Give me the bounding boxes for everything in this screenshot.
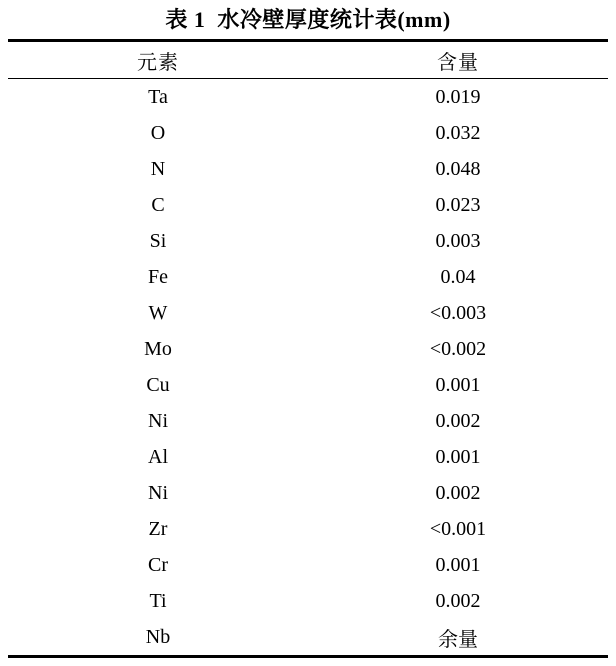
content-cell: 0.023 — [435, 193, 481, 216]
table-row — [8, 439, 608, 475]
table-row — [8, 583, 608, 619]
content-cell: <0.003 — [429, 301, 487, 324]
element-cell: O — [150, 121, 166, 144]
element-cell: C — [151, 193, 165, 216]
table-row — [8, 547, 608, 583]
table-row — [8, 511, 608, 547]
content-cell: 0.019 — [435, 85, 481, 108]
content-cell: 0.04 — [440, 265, 476, 288]
element-cell: Mo — [144, 337, 172, 360]
table-row — [8, 403, 608, 439]
element-cell: Fe — [148, 265, 168, 288]
table-body — [8, 79, 608, 657]
content-cell: 0.001 — [435, 445, 481, 468]
table-row — [8, 367, 608, 403]
element-cell: Zr — [148, 517, 168, 540]
content-cell: <0.002 — [429, 337, 487, 360]
table-row — [8, 295, 608, 331]
content-cell: 0.002 — [435, 409, 481, 432]
table-row — [8, 115, 608, 151]
column-header-content: 含量 — [437, 51, 479, 74]
table-row — [8, 259, 608, 295]
table-row — [8, 79, 608, 116]
element-cell: Ni — [148, 409, 168, 432]
content-cell: 0.002 — [435, 589, 481, 612]
table-row — [8, 619, 608, 657]
element-cell: W — [148, 301, 168, 324]
content-cell: <0.001 — [429, 517, 487, 540]
content-cell: 0.002 — [435, 481, 481, 504]
table-title: 表 1 水冷壁厚度统计表(mm) — [165, 7, 451, 32]
column-header-element: 元素 — [137, 51, 179, 74]
content-cell: 0.032 — [435, 121, 481, 144]
element-cell: Ni — [148, 481, 168, 504]
table-row — [8, 151, 608, 187]
table-row — [8, 187, 608, 223]
table-row — [8, 223, 608, 259]
content-cell: 0.048 — [435, 157, 481, 180]
element-cell: Si — [149, 229, 167, 252]
table-header — [8, 41, 608, 79]
table-row — [8, 331, 608, 367]
content-cell: 0.003 — [435, 229, 481, 252]
content-cell: 余量 — [438, 628, 478, 651]
element-cell: Nb — [145, 625, 171, 648]
table-row — [8, 475, 608, 511]
element-cell: Ta — [148, 85, 168, 108]
element-cell: Cu — [146, 373, 170, 396]
content-cell: 0.001 — [435, 373, 481, 396]
content-cell: 0.001 — [435, 553, 481, 576]
header-row — [8, 41, 608, 79]
element-cell: Cr — [148, 553, 168, 576]
element-cell: Ti — [149, 589, 167, 612]
element-cell: Al — [148, 445, 168, 468]
element-cell: N — [150, 157, 166, 180]
statistics-table — [8, 39, 608, 658]
